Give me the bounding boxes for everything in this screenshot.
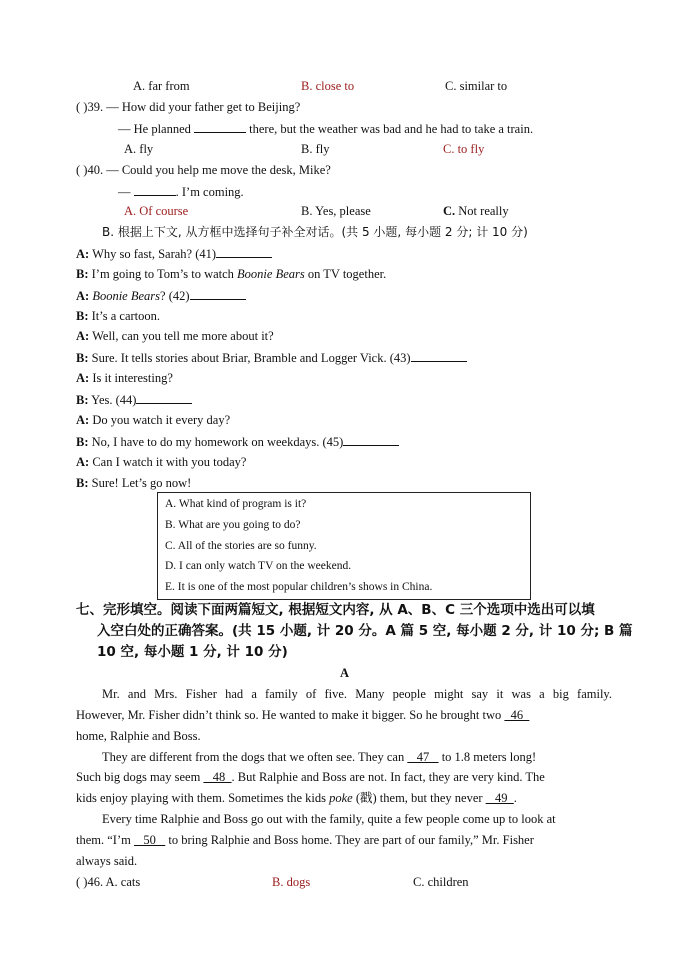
blank-48: 48 — [203, 770, 232, 784]
blank-45 — [343, 433, 399, 446]
dialogue-line-2: B: I’m going to Tom’s to watch Boonie Bears on TV together. — [76, 267, 387, 281]
box-option-b: B. What are you going to do? — [165, 519, 301, 531]
q40-blank — [134, 183, 176, 196]
dialogue-line-9: A: Do you watch it every day? — [76, 413, 231, 427]
q39-answer-line: — He planned there, but the weather was bad and he had to take a train. — [118, 122, 534, 136]
blank-47: 47 — [407, 750, 439, 764]
options-box — [157, 492, 531, 600]
dialogue-line-10: B: No, I have to do my homework on weekdays. (45) — [76, 433, 399, 450]
passage-p3-line-3: always said. — [76, 854, 138, 868]
q39-option-a: A. fly — [124, 142, 154, 156]
dialogue-line-4: B: It’s a cartoon. — [76, 309, 161, 323]
dialogue-line-1: A: Why so fast, Sarah? (41) — [76, 245, 272, 262]
q39-option-b: B. fly — [301, 142, 330, 156]
box-option-a: A. What kind of program is it? — [165, 498, 307, 510]
q38-option-a: A. far from — [133, 79, 190, 93]
dialogue-line-6: B: Sure. It tells stories about Briar, Bramble and Logger Vick. (43) — [76, 349, 467, 366]
dialogue-line-11: A: Can I watch it with you today? — [76, 455, 247, 469]
q39-blank — [194, 120, 246, 133]
passage-p2-line-2: Such big dogs may seem 48 . But Ralphie and Boss are not. In fact, they are very kind. The — [76, 770, 545, 784]
section-b-title: B. 根据上下文, 从方框中选择句子补全对话。(共 5 小题, 每小题 2 分; 计 10 分) — [102, 225, 528, 239]
q46-question: ( )46. A. cats — [76, 875, 141, 889]
passage-p2-line-1: They are different from the dogs that we often see. They can 47 to 1.8 meters long! — [102, 750, 537, 764]
q46-option-c: C. children — [413, 875, 469, 889]
blank-49: 49 — [485, 791, 514, 805]
box-option-c: C. All of the stories are so funny. — [165, 540, 317, 552]
passage-p1-line-1: Mr. and Mrs. Fisher had a family of five. Many people might say it was a big family. — [102, 687, 612, 701]
blank-43 — [411, 349, 467, 362]
passage-p3-line-1: Every time Ralphie and Boss go out with the family, quite a few people come up to look at — [102, 812, 556, 826]
section-7-heading-line-2: 入空白处的正确答案。(共 15 小题, 计 20 分。A 篇 5 空, 每小题 2 分, 计 10 分; B 篇 — [97, 623, 633, 639]
blank-42 — [190, 287, 246, 300]
answer-paren: ( ) — [76, 100, 88, 114]
q40-option-c: C. Not really — [443, 204, 509, 218]
q40-question: ( )40. — Could you help me move the desk, Mike? — [76, 163, 331, 177]
blank-41 — [216, 245, 272, 258]
section-7-heading-line-3: 10 空, 每小题 1 分, 计 10 分) — [97, 644, 288, 660]
blank-50: 50 — [133, 833, 166, 847]
q40-answer-line: — . I’m coming. — [118, 185, 244, 199]
q38-option-b: B. close to — [301, 79, 355, 93]
dialogue-line-3: A: Boonie Bears? (42) — [76, 287, 246, 304]
q46-option-b: B. dogs — [272, 875, 311, 889]
passage-title: A — [340, 666, 350, 680]
blank-44 — [136, 391, 192, 404]
passage-p3-line-2: them. “I’m 50 to bring Ralphie and Boss home. They are part of our family,” Mr. Fisher — [76, 833, 534, 847]
q46-option-a: A. cats — [105, 875, 141, 889]
box-option-e: E. It is one of the most popular children’s shows in China. — [165, 581, 433, 593]
box-option-d: D. I can only watch TV on the weekend. — [165, 560, 352, 572]
dialogue-line-7: A: Is it interesting? — [76, 371, 173, 385]
answer-paren: ( ) — [76, 875, 88, 889]
dialogue-line-8: B: Yes. (44) — [76, 391, 192, 408]
blank-46: 46 — [504, 708, 530, 722]
q39-option-c: C. to fly — [443, 142, 485, 156]
section-7-heading-line-1: 七、完形填空。阅读下面两篇短文, 根据短文内容, 从 A、B、C 三个选项中选出可以填 — [76, 602, 595, 618]
passage-p2-line-3: kids enjoy playing with them. Sometimes the kids poke (戳) them, but they never 49 . — [76, 791, 517, 805]
q40-option-b: B. Yes, please — [301, 204, 371, 218]
answer-paren: ( ) — [76, 163, 88, 177]
q40-option-a: A. Of course — [124, 204, 189, 218]
dialogue-line-5: A: Well, can you tell me more about it? — [76, 329, 274, 343]
q39-question: ( )39. — How did your father get to Beijing? — [76, 100, 301, 114]
passage-p1-line-2: However, Mr. Fisher didn’t think so. He wanted to make it bigger. So he brought two 46 — [76, 708, 530, 722]
q38-option-c: C. similar to — [445, 79, 508, 93]
passage-p1-line-3: home, Ralphie and Boss. — [76, 729, 201, 743]
dialogue-line-12: B: Sure! Let’s go now! — [76, 476, 192, 490]
